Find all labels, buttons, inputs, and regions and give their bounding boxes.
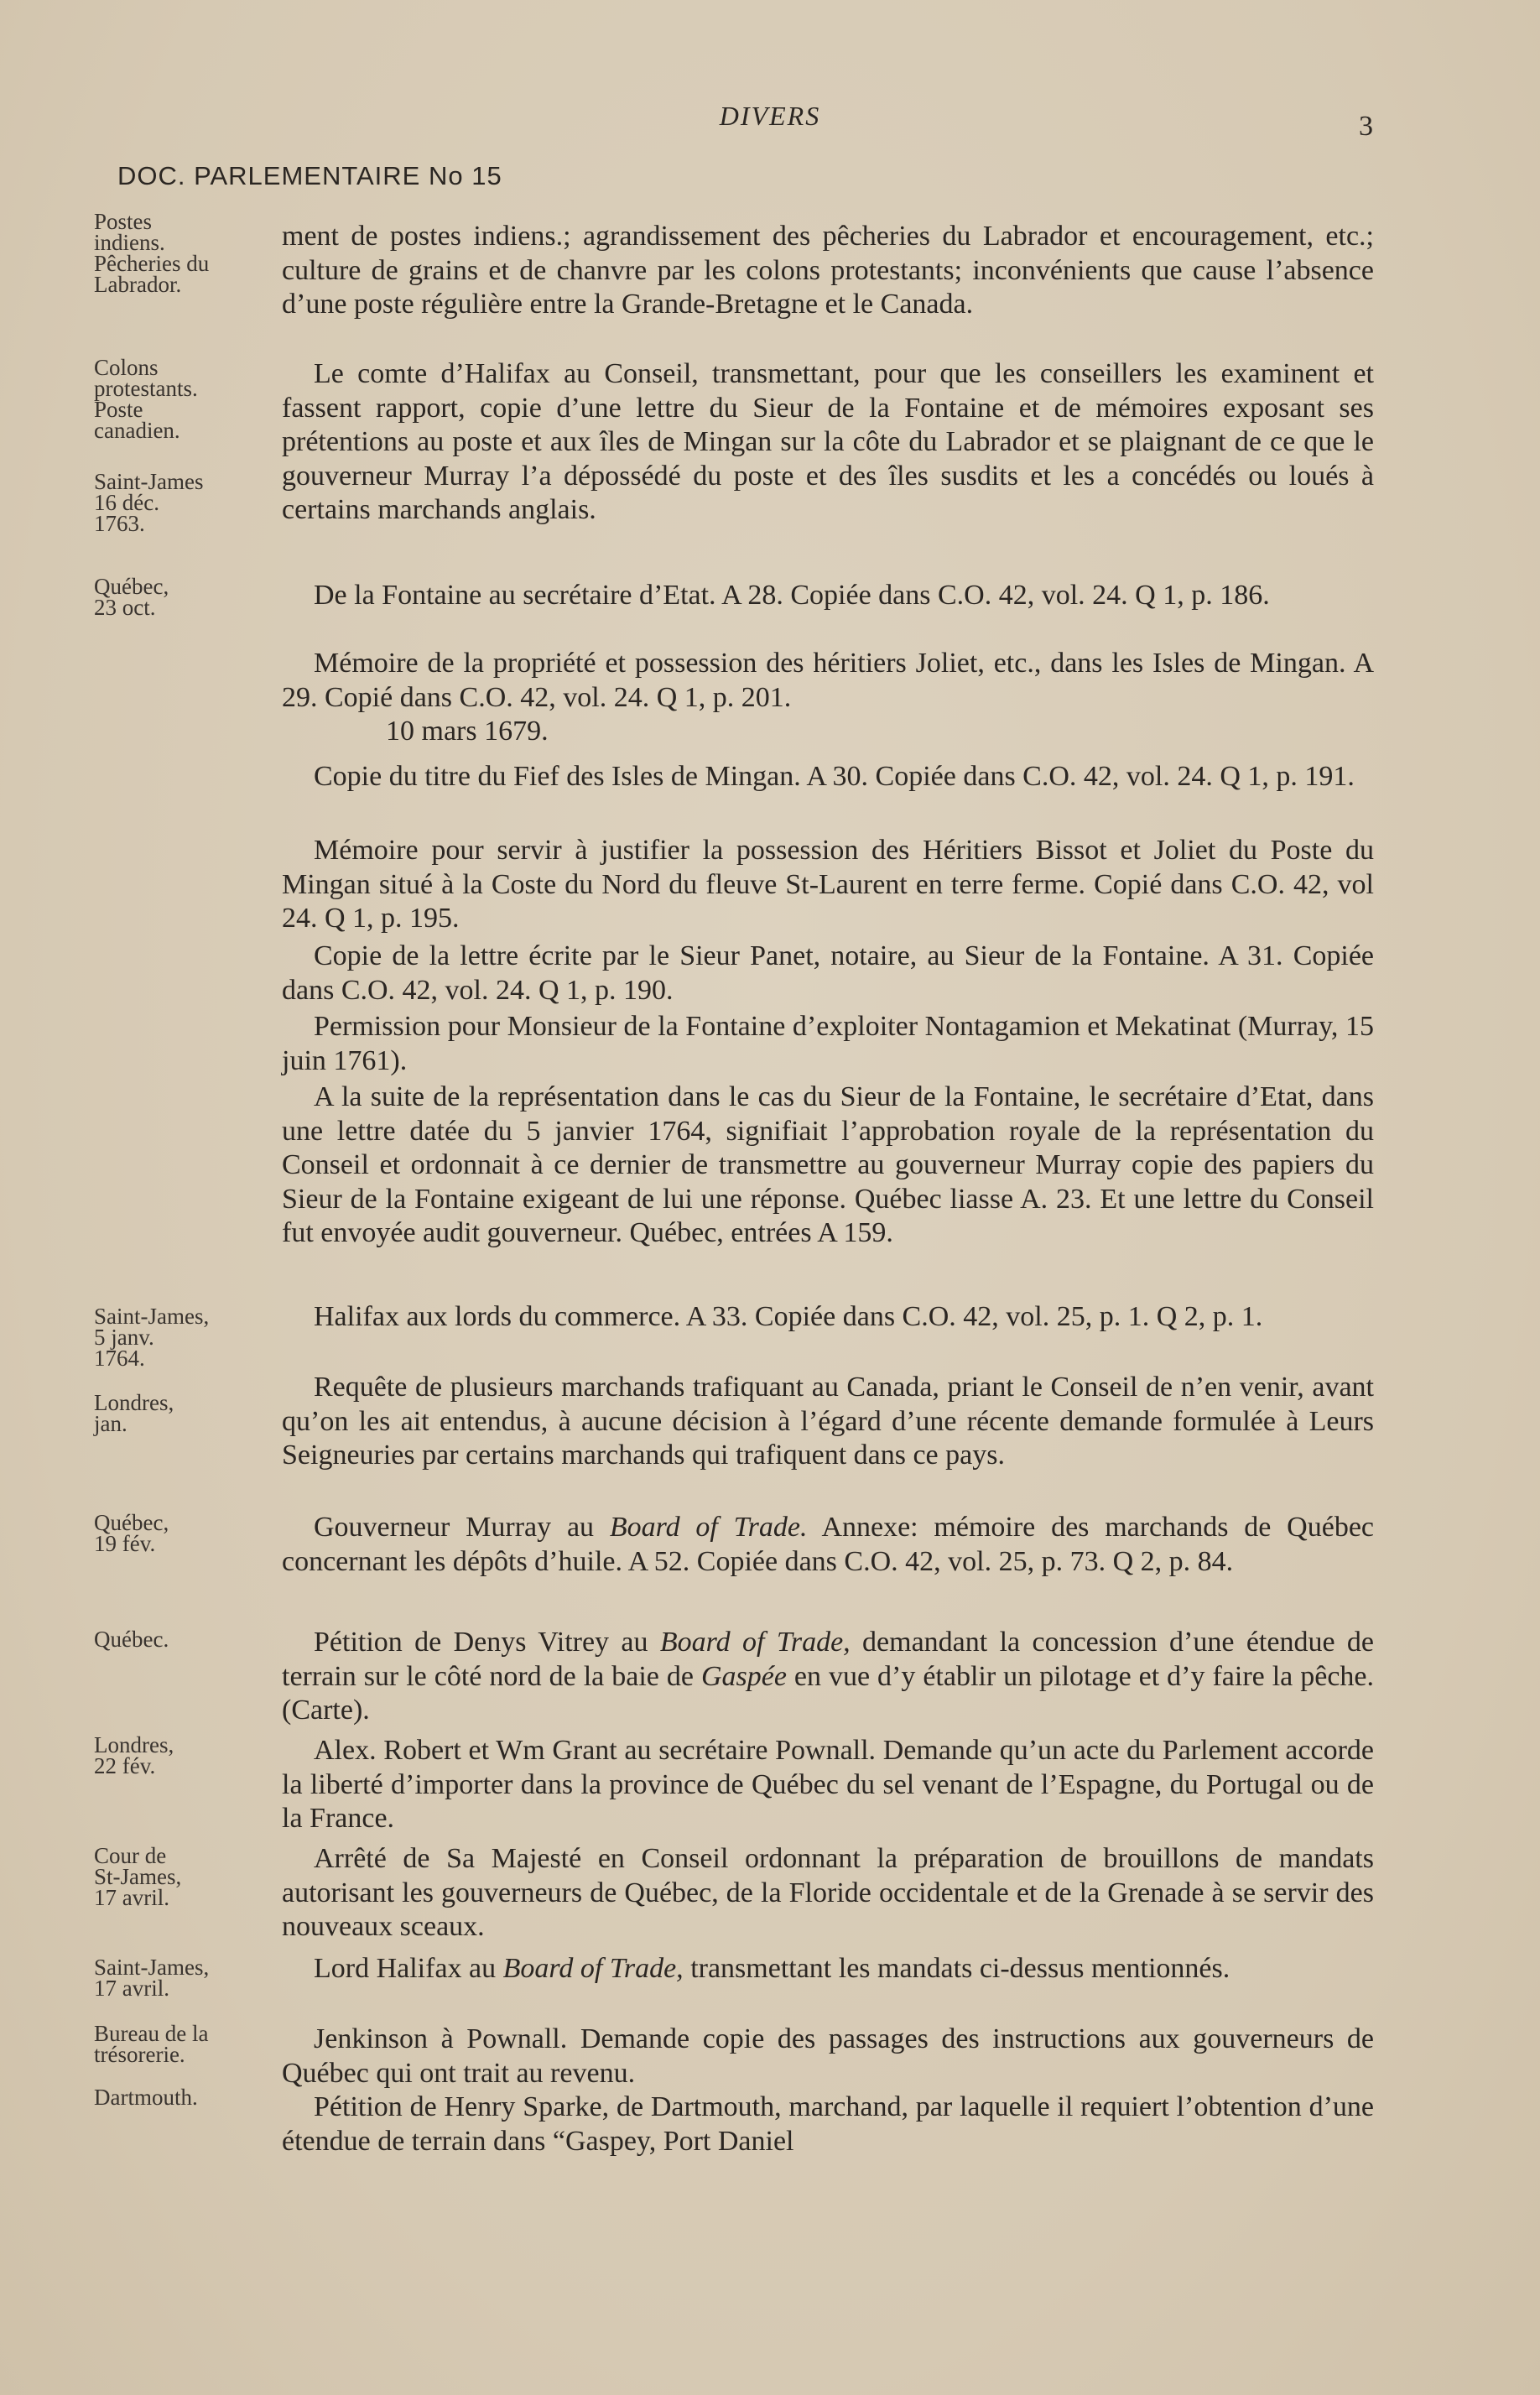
margin-note: Colons protestants. Poste canadien. [94,355,198,443]
entry-text: Le comte d’Halifax au Conseil, transmettant, pour que les conseillers les examinent et fassent rapport, copie d’une lettre du Sieur de la Fontaine et de mémoires exposant ses prétentions au poste et aux îles de Mingan sur la côte du Labrador et se plaignant de ce que le gouverneur Murray l’a dépossédé du poste et des îles susdits et les a concédés ou loués à certains marchands anglais. [282,358,1374,525]
entry-text-italic: Gaspée [700,1660,787,1692]
entry-text: Arrêté de Sa Majesté en Conseil ordonnant la préparation de brouillons de mandats autorisant les gouverneurs de Québec, de la Floride occidentale et de la Grenade à se servir des nouveaux sceaux. [282,1843,1374,1942]
page-number: 3 [1359,111,1373,142]
margin-note: Londres, 22 fév. [94,1732,174,1778]
entry-text: ment de postes indiens.; agrandissement des pêcheries du Labrador et encouragement, etc.; culture de grains et de chanvre par les colons protestants; inconvénients que cause l’absence d’une poste régulière entre la Grande-Bretagne et le Canada. [282,221,1374,320]
entry-text-part: en vue d’y établir un pilotage et d’y faire la pêche. (Carte). [282,1660,1374,1726]
margin-note: Bureau de la trésorerie. [94,2021,209,2067]
entry-text: Jenkinson à Pownall. Demande copie des passages des instructions aux gouverneurs de Québec qui ont trait au revenu. [282,2023,1374,2089]
entry-text [282,1952,1374,1986]
entry-text: Requête de plusieurs marchands trafiquant au Canada, priant le Conseil de n’en venir, avant qu’on les ait entendus, à aucune décision à l’égard d’une récente demande formulée à Leurs Seigneuries par certains marchands qui trafiquent dans ce pays. [282,1372,1374,1471]
entry-text-italic: Board of Trade, [502,1953,684,1984]
margin-note: Québec. [94,1627,169,1652]
margin-note: Londres, jan. [94,1390,174,1436]
entry-text [282,1511,1374,1579]
entry-text-part: Pétition de Denys Vitrey au [314,1627,660,1658]
entry-text: Mémoire pour servir à justifier la possession des Héritiers Bissot et Joliet du Poste du Mingan situé à la Coste du Nord du fleuve St-Laurent en terre ferme. Copié dans C.O. 42, vol 24. Q 1, p. 195. [282,835,1374,934]
margin-note: Québec, 23 oct. [94,574,169,620]
margin-note: Saint-James, 5 janv. 1764. [94,1304,210,1371]
entry-text-main: Mémoire de la propriété et possession des héritiers Joliet, etc., dans les Isles de Mingan. A 29. Copié dans C.O. 42, vol. 24. Q 1, p. 201. [282,648,1374,713]
entry-text-part: Annexe: mémoire des marchands de Québec concernant les dépôts d’huile. A 52. Copiée dans C.O. 42, vol. 25, p. 73. Q 2, p. 84. [282,1512,1374,1577]
entry-text: Alex. Robert et Wm Grant au secrétaire Pownall. Demande qu’un acte du Parlement accorde la liberté d’importer dans la province de Québec du sel venant de l’Espagne, du Portugal ou de la France. [282,1735,1374,1834]
entry-text: Permission pour Monsieur de la Fontaine d’exploiter Nontagamion et Mekatinat (Murray, 15 juin 1761). [282,1011,1374,1076]
entry-text [282,1626,1374,1728]
margin-note: Dartmouth. [94,2085,198,2110]
entry-text [282,647,1374,749]
entry-text-part: demandant la concession d’une étendue de terrain sur le côté nord de la baie de [282,1627,1375,1692]
document-reference: DOC. PARLEMENTAIRE No 15 [117,161,502,190]
margin-note: Saint-James, 17 avril. [94,1955,210,2001]
entry-text: Copie de la lettre écrite par le Sieur Panet, notaire, au Sieur de la Fontaine. A 31. Copiée dans C.O. 42, vol. 24. Q 1, p. 190. [282,940,1374,1006]
entry-text: Pétition de Henry Sparke, de Dartmouth, marchand, par laquelle il requiert l’obtention d’une étendue de terrain dans “Gaspey, Port Daniel [282,2091,1374,2157]
entry-text-italic: Board of Trade, [659,1627,851,1658]
margin-note: Cour de St-James, 17 avril. [94,1843,182,1910]
entry-text-part: Gouverneur Murray au [314,1512,610,1543]
entry-text: Halifax aux lords du commerce. A 33. Copiée dans C.O. 42, vol. 25, p. 1. Q 2, p. 1. [314,1301,1263,1332]
margin-note: Saint-James 16 déc. 1763. [94,469,204,536]
entry-text: A la suite de la représentation dans le cas du Sieur de la Fontaine, le secrétaire d’Etat, dans une lettre datée du 5 janvier 1764, signifiait l’approbation royale de la représentation du Conseil et ordonnait à ce dernier de transmettre au gouverneur Murray copie des papiers du Sieur de la Fontaine exigeant de lui une réponse. Québec liasse A. 23. Et une lettre du Conseil fut envoyée audit gouverneur. Québec, entrées A 159. [282,1081,1374,1248]
entry-text-part: transmettant les mandats ci-dessus mentionnés. [683,1953,1230,1984]
margin-note: Postes indiens. Pêcheries du Labrador. [94,209,210,297]
entry-text: De la Fontaine au secrétaire d’Etat. A 28. Copiée dans C.O. 42, vol. 24. Q 1, p. 186. [314,580,1270,611]
margin-note: Québec, 19 fév. [94,1510,169,1556]
entry-text-italic: Board of Trade. [609,1512,808,1543]
entry-text: Copie du titre du Fief des Isles de Mingan. A 30. Copiée dans C.O. 42, vol. 24. Q 1, p. 191. [314,761,1355,792]
entry-date: 10 mars 1679. [386,716,549,747]
entry-text-part: Lord Halifax au [314,1953,503,1984]
running-title: DIVERS [719,101,821,131]
